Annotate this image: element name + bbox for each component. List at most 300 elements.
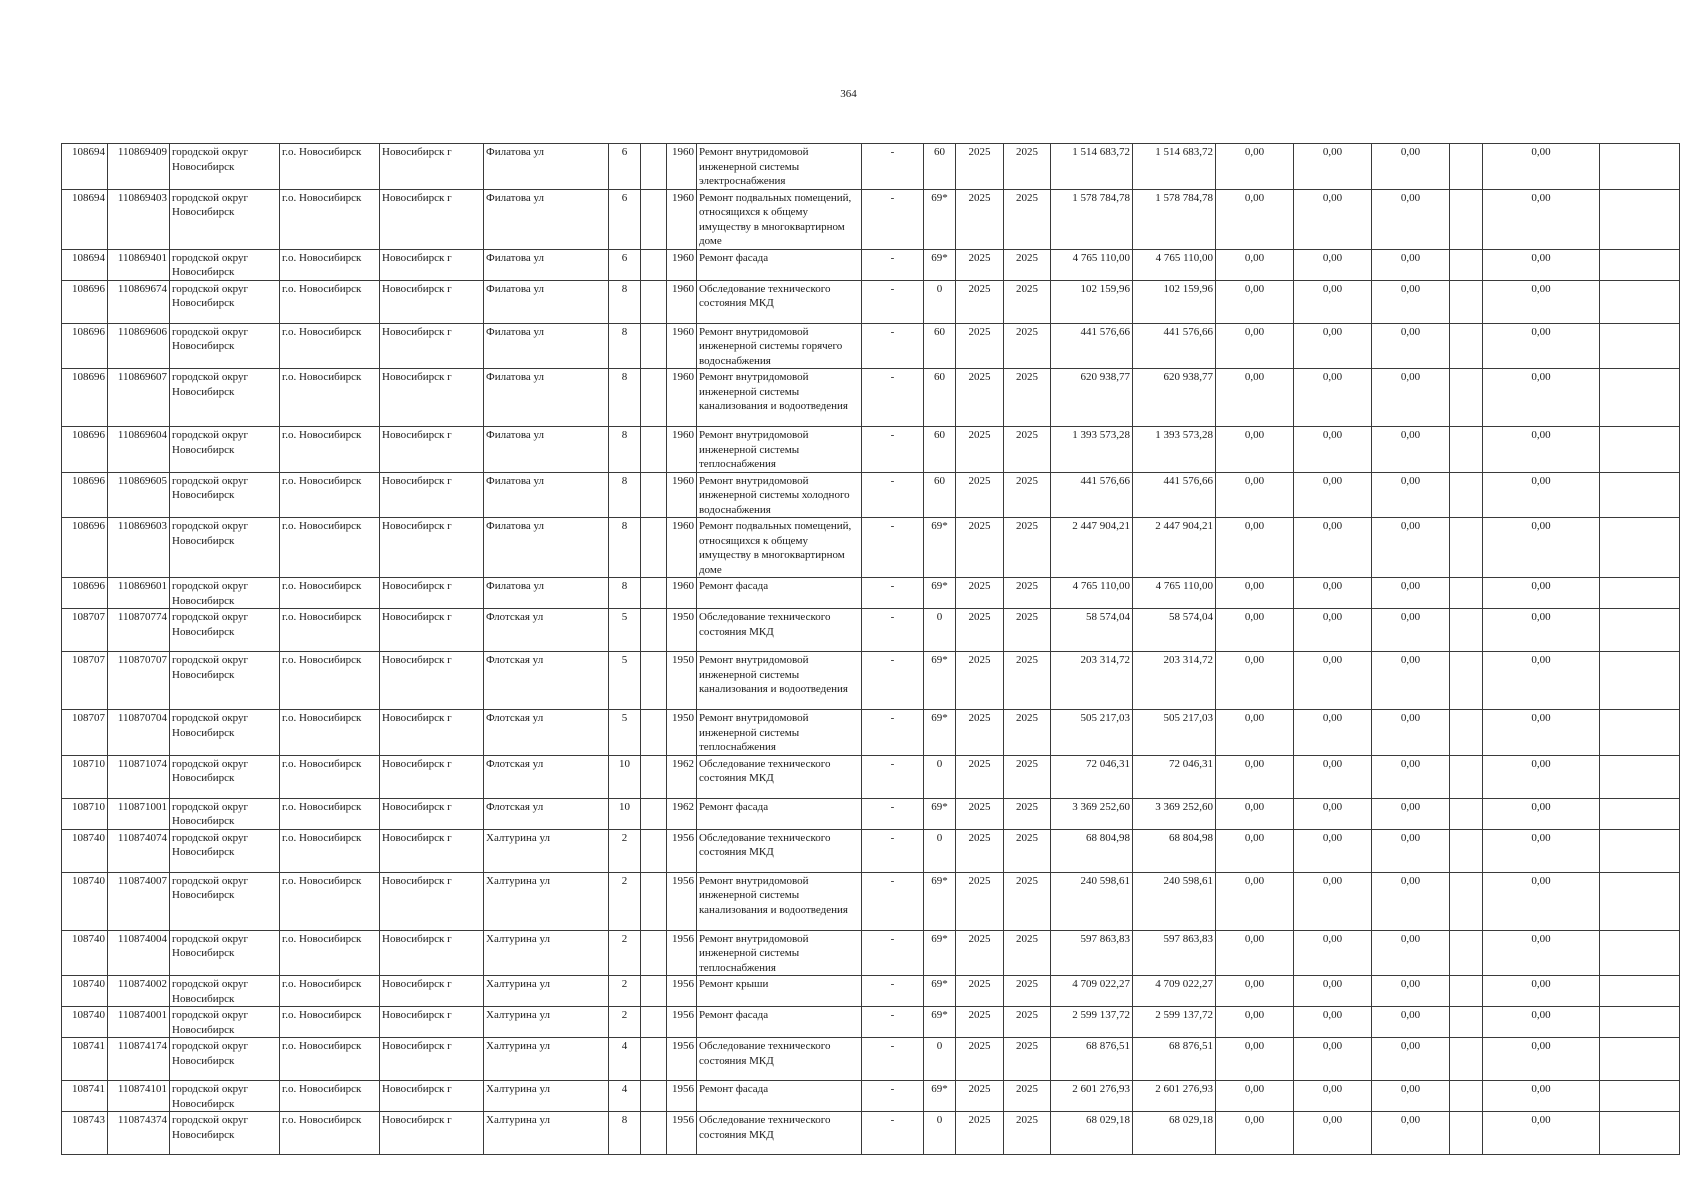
- cell-district: г.о. Новосибирск: [280, 249, 380, 280]
- cell-house-id: 108694: [62, 189, 108, 249]
- cell-amount-1: 0,00: [1216, 472, 1294, 518]
- cell-dash: -: [862, 369, 924, 427]
- cell-amount-2: 0,00: [1294, 976, 1372, 1007]
- cell-municipality: городской округ Новосибирск: [170, 755, 280, 798]
- cell-street: Халтурина ул: [484, 1112, 609, 1155]
- cell-house-id: 108741: [62, 1038, 108, 1081]
- cell-locality: Новосибирск г: [380, 518, 484, 578]
- table-row: [62, 1081, 1680, 1112]
- cell-district: г.о. Новосибирск: [280, 323, 380, 369]
- cell-work-id: 110869601: [108, 578, 170, 609]
- cell-house-number: 6: [609, 249, 641, 280]
- cell-amount-4: 0,00: [1483, 872, 1600, 930]
- cell-amount-2: 0,00: [1294, 578, 1372, 609]
- cell-building: [641, 1038, 667, 1081]
- cell-street: Филатова ул: [484, 369, 609, 427]
- cell-locality: Новосибирск г: [380, 872, 484, 930]
- cell-work-type: Ремонт фасада: [697, 1081, 862, 1112]
- cell-dash: -: [862, 652, 924, 710]
- cell-cost-total: 4 765 110,00: [1051, 249, 1133, 280]
- cell-year-start: 2025: [956, 1038, 1004, 1081]
- cell-street: Флотская ул: [484, 609, 609, 652]
- cell-amount-1: 0,00: [1216, 280, 1294, 323]
- cell-municipality: городской округ Новосибирск: [170, 1038, 280, 1081]
- cell-amount-4: 0,00: [1483, 1007, 1600, 1038]
- cell-house-number: 5: [609, 609, 641, 652]
- cell-locality: Новосибирск г: [380, 578, 484, 609]
- cell-empty: [1450, 755, 1483, 798]
- cell-last: [1600, 1038, 1680, 1081]
- cell-last: [1600, 710, 1680, 756]
- cell-cost-fund: 102 159,96: [1133, 280, 1216, 323]
- cell-house-id: 108696: [62, 427, 108, 473]
- cell-work-type: Ремонт внутридомовой инженерной системы канализования и водоотведения: [697, 652, 862, 710]
- cell-building: [641, 249, 667, 280]
- cell-locality: Новосибирск г: [380, 710, 484, 756]
- cell-cost-fund: 68 804,98: [1133, 829, 1216, 872]
- cell-district: г.о. Новосибирск: [280, 144, 380, 190]
- cell-cost-total: 68 876,51: [1051, 1038, 1133, 1081]
- cell-year-start: 2025: [956, 798, 1004, 829]
- cell-amount-3: 0,00: [1372, 1007, 1450, 1038]
- cell-dash: -: [862, 1038, 924, 1081]
- cell-code: 0: [924, 280, 956, 323]
- cell-amount-2: 0,00: [1294, 829, 1372, 872]
- cell-municipality: городской округ Новосибирск: [170, 323, 280, 369]
- cell-year-start: 2025: [956, 652, 1004, 710]
- cell-building: [641, 872, 667, 930]
- cell-district: г.о. Новосибирск: [280, 1007, 380, 1038]
- cell-year-built: 1960: [667, 249, 697, 280]
- cell-year-start: 2025: [956, 472, 1004, 518]
- cell-cost-total: 505 217,03: [1051, 710, 1133, 756]
- cell-amount-1: 0,00: [1216, 1081, 1294, 1112]
- cell-code: 0: [924, 1038, 956, 1081]
- cell-house-number: 5: [609, 710, 641, 756]
- cell-building: [641, 1112, 667, 1155]
- cell-amount-4: 0,00: [1483, 578, 1600, 609]
- cell-amount-1: 0,00: [1216, 755, 1294, 798]
- cell-cost-fund: 58 574,04: [1133, 609, 1216, 652]
- cell-work-id: 110869607: [108, 369, 170, 427]
- cell-work-id: 110869605: [108, 472, 170, 518]
- cell-code: 69*: [924, 976, 956, 1007]
- cell-cost-total: 4 709 022,27: [1051, 976, 1133, 1007]
- cell-amount-4: 0,00: [1483, 280, 1600, 323]
- cell-building: [641, 369, 667, 427]
- cell-cost-fund: 4 765 110,00: [1133, 249, 1216, 280]
- cell-code: 69*: [924, 1081, 956, 1112]
- cell-building: [641, 798, 667, 829]
- cell-cost-total: 68 029,18: [1051, 1112, 1133, 1155]
- cell-year-built: 1960: [667, 427, 697, 473]
- cell-amount-3: 0,00: [1372, 472, 1450, 518]
- cell-year-built: 1960: [667, 518, 697, 578]
- cell-work-id: 110874002: [108, 976, 170, 1007]
- capital-repair-table: [61, 143, 1680, 1155]
- cell-year-end: 2025: [1004, 755, 1051, 798]
- cell-work-id: 110874374: [108, 1112, 170, 1155]
- cell-amount-3: 0,00: [1372, 652, 1450, 710]
- cell-amount-2: 0,00: [1294, 189, 1372, 249]
- cell-work-id: 110874001: [108, 1007, 170, 1038]
- cell-building: [641, 976, 667, 1007]
- cell-house-number: 2: [609, 872, 641, 930]
- cell-cost-fund: 1 393 573,28: [1133, 427, 1216, 473]
- cell-dash: -: [862, 280, 924, 323]
- cell-empty: [1450, 710, 1483, 756]
- table-row: [62, 578, 1680, 609]
- cell-district: г.о. Новосибирск: [280, 872, 380, 930]
- cell-house-number: 2: [609, 976, 641, 1007]
- cell-code: 0: [924, 1112, 956, 1155]
- cell-cost-total: 203 314,72: [1051, 652, 1133, 710]
- cell-work-type: Ремонт внутридомовой инженерной системы холодного водоснабжения: [697, 472, 862, 518]
- cell-municipality: городской округ Новосибирск: [170, 1007, 280, 1038]
- cell-last: [1600, 798, 1680, 829]
- cell-amount-3: 0,00: [1372, 976, 1450, 1007]
- cell-cost-total: 1 514 683,72: [1051, 144, 1133, 190]
- cell-district: г.о. Новосибирск: [280, 280, 380, 323]
- cell-cost-total: 2 601 276,93: [1051, 1081, 1133, 1112]
- cell-locality: Новосибирск г: [380, 1081, 484, 1112]
- cell-amount-1: 0,00: [1216, 189, 1294, 249]
- cell-last: [1600, 578, 1680, 609]
- cell-cost-fund: 2 447 904,21: [1133, 518, 1216, 578]
- cell-last: [1600, 369, 1680, 427]
- cell-year-start: 2025: [956, 755, 1004, 798]
- cell-amount-4: 0,00: [1483, 652, 1600, 710]
- cell-last: [1600, 280, 1680, 323]
- cell-amount-4: 0,00: [1483, 930, 1600, 976]
- cell-building: [641, 518, 667, 578]
- cell-year-built: 1950: [667, 652, 697, 710]
- cell-municipality: городской округ Новосибирск: [170, 652, 280, 710]
- cell-amount-3: 0,00: [1372, 609, 1450, 652]
- table-row: [62, 249, 1680, 280]
- cell-empty: [1450, 427, 1483, 473]
- table-row: [62, 1038, 1680, 1081]
- cell-cost-total: 58 574,04: [1051, 609, 1133, 652]
- cell-empty: [1450, 1007, 1483, 1038]
- cell-year-end: 2025: [1004, 1007, 1051, 1038]
- table-row: [62, 710, 1680, 756]
- cell-amount-1: 0,00: [1216, 1112, 1294, 1155]
- table-row: [62, 755, 1680, 798]
- cell-building: [641, 652, 667, 710]
- cell-cost-fund: 203 314,72: [1133, 652, 1216, 710]
- table-row: [62, 280, 1680, 323]
- cell-locality: Новосибирск г: [380, 144, 484, 190]
- cell-amount-4: 0,00: [1483, 1038, 1600, 1081]
- cell-empty: [1450, 872, 1483, 930]
- table-row: [62, 144, 1680, 190]
- cell-work-type: Ремонт фасада: [697, 249, 862, 280]
- cell-last: [1600, 1112, 1680, 1155]
- cell-district: г.о. Новосибирск: [280, 652, 380, 710]
- cell-district: г.о. Новосибирск: [280, 609, 380, 652]
- cell-amount-3: 0,00: [1372, 872, 1450, 930]
- cell-locality: Новосибирск г: [380, 1038, 484, 1081]
- cell-amount-2: 0,00: [1294, 872, 1372, 930]
- cell-dash: -: [862, 976, 924, 1007]
- cell-work-id: 110874004: [108, 930, 170, 976]
- cell-amount-3: 0,00: [1372, 578, 1450, 609]
- cell-year-built: 1956: [667, 976, 697, 1007]
- cell-house-number: 10: [609, 755, 641, 798]
- cell-district: г.о. Новосибирск: [280, 472, 380, 518]
- cell-work-type: Ремонт внутридомовой инженерной системы канализования и водоотведения: [697, 872, 862, 930]
- cell-year-end: 2025: [1004, 280, 1051, 323]
- cell-locality: Новосибирск г: [380, 829, 484, 872]
- cell-dash: -: [862, 144, 924, 190]
- cell-house-number: 6: [609, 189, 641, 249]
- cell-municipality: городской округ Новосибирск: [170, 518, 280, 578]
- cell-code: 69*: [924, 518, 956, 578]
- cell-district: г.о. Новосибирск: [280, 755, 380, 798]
- cell-house-number: 2: [609, 829, 641, 872]
- cell-locality: Новосибирск г: [380, 249, 484, 280]
- cell-house-number: 8: [609, 369, 641, 427]
- cell-street: Филатова ул: [484, 427, 609, 473]
- cell-house-id: 108740: [62, 1007, 108, 1038]
- cell-dash: -: [862, 518, 924, 578]
- cell-municipality: городской округ Новосибирск: [170, 369, 280, 427]
- table-row: [62, 930, 1680, 976]
- cell-year-end: 2025: [1004, 1112, 1051, 1155]
- cell-amount-2: 0,00: [1294, 1112, 1372, 1155]
- cell-year-end: 2025: [1004, 710, 1051, 756]
- cell-district: г.о. Новосибирск: [280, 829, 380, 872]
- cell-cost-total: 2 447 904,21: [1051, 518, 1133, 578]
- table-row: [62, 1007, 1680, 1038]
- cell-year-built: 1962: [667, 755, 697, 798]
- cell-year-start: 2025: [956, 710, 1004, 756]
- cell-house-id: 108694: [62, 249, 108, 280]
- cell-empty: [1450, 144, 1483, 190]
- cell-year-end: 2025: [1004, 518, 1051, 578]
- cell-last: [1600, 472, 1680, 518]
- cell-locality: Новосибирск г: [380, 323, 484, 369]
- cell-amount-3: 0,00: [1372, 710, 1450, 756]
- cell-building: [641, 189, 667, 249]
- cell-building: [641, 609, 667, 652]
- cell-work-type: Ремонт крыши: [697, 976, 862, 1007]
- cell-building: [641, 472, 667, 518]
- cell-amount-2: 0,00: [1294, 755, 1372, 798]
- cell-municipality: городской округ Новосибирск: [170, 144, 280, 190]
- cell-cost-fund: 2 601 276,93: [1133, 1081, 1216, 1112]
- cell-dash: -: [862, 755, 924, 798]
- cell-year-end: 2025: [1004, 609, 1051, 652]
- cell-street: Филатова ул: [484, 189, 609, 249]
- cell-house-id: 108740: [62, 930, 108, 976]
- cell-work-type: Ремонт внутридомовой инженерной системы горячего водоснабжения: [697, 323, 862, 369]
- table-row: [62, 652, 1680, 710]
- cell-year-built: 1960: [667, 280, 697, 323]
- cell-amount-3: 0,00: [1372, 144, 1450, 190]
- cell-year-start: 2025: [956, 872, 1004, 930]
- cell-house-number: 5: [609, 652, 641, 710]
- cell-street: Филатова ул: [484, 280, 609, 323]
- cell-house-id: 108743: [62, 1112, 108, 1155]
- table-row: [62, 609, 1680, 652]
- cell-district: г.о. Новосибирск: [280, 518, 380, 578]
- table-row: [62, 1112, 1680, 1155]
- cell-amount-1: 0,00: [1216, 710, 1294, 756]
- cell-district: г.о. Новосибирск: [280, 1112, 380, 1155]
- cell-empty: [1450, 189, 1483, 249]
- cell-year-end: 2025: [1004, 369, 1051, 427]
- cell-dash: -: [862, 578, 924, 609]
- cell-locality: Новосибирск г: [380, 1007, 484, 1038]
- cell-year-built: 1960: [667, 189, 697, 249]
- cell-amount-2: 0,00: [1294, 1081, 1372, 1112]
- cell-amount-4: 0,00: [1483, 369, 1600, 427]
- cell-building: [641, 323, 667, 369]
- cell-year-start: 2025: [956, 189, 1004, 249]
- cell-house-number: 2: [609, 1007, 641, 1038]
- cell-amount-1: 0,00: [1216, 798, 1294, 829]
- cell-code: 0: [924, 609, 956, 652]
- cell-last: [1600, 323, 1680, 369]
- cell-year-end: 2025: [1004, 144, 1051, 190]
- cell-street: Флотская ул: [484, 755, 609, 798]
- cell-street: Халтурина ул: [484, 976, 609, 1007]
- cell-locality: Новосибирск г: [380, 609, 484, 652]
- cell-amount-3: 0,00: [1372, 323, 1450, 369]
- cell-amount-1: 0,00: [1216, 249, 1294, 280]
- cell-street: Филатова ул: [484, 249, 609, 280]
- table-row: [62, 369, 1680, 427]
- cell-building: [641, 930, 667, 976]
- page-number: 364: [840, 88, 857, 100]
- cell-dash: -: [862, 609, 924, 652]
- cell-street: Халтурина ул: [484, 829, 609, 872]
- cell-code: 69*: [924, 872, 956, 930]
- cell-cost-total: 2 599 137,72: [1051, 1007, 1133, 1038]
- cell-house-id: 108694: [62, 144, 108, 190]
- cell-dash: -: [862, 189, 924, 249]
- cell-year-end: 2025: [1004, 189, 1051, 249]
- cell-amount-1: 0,00: [1216, 976, 1294, 1007]
- cell-locality: Новосибирск г: [380, 930, 484, 976]
- cell-work-type: Обследование технического состояния МКД: [697, 1112, 862, 1155]
- cell-last: [1600, 829, 1680, 872]
- cell-empty: [1450, 323, 1483, 369]
- cell-amount-4: 0,00: [1483, 249, 1600, 280]
- cell-dash: -: [862, 1081, 924, 1112]
- cell-building: [641, 427, 667, 473]
- cell-house-id: 108707: [62, 710, 108, 756]
- cell-year-start: 2025: [956, 249, 1004, 280]
- cell-last: [1600, 609, 1680, 652]
- cell-work-id: 110870704: [108, 710, 170, 756]
- cell-year-end: 2025: [1004, 872, 1051, 930]
- cell-amount-1: 0,00: [1216, 144, 1294, 190]
- cell-year-end: 2025: [1004, 249, 1051, 280]
- cell-amount-2: 0,00: [1294, 323, 1372, 369]
- cell-street: Филатова ул: [484, 518, 609, 578]
- cell-year-end: 2025: [1004, 976, 1051, 1007]
- cell-last: [1600, 427, 1680, 473]
- cell-house-id: 108707: [62, 652, 108, 710]
- cell-house-number: 8: [609, 472, 641, 518]
- cell-cost-total: 1 393 573,28: [1051, 427, 1133, 473]
- cell-year-built: 1956: [667, 1081, 697, 1112]
- cell-work-type: Обследование технического состояния МКД: [697, 755, 862, 798]
- cell-empty: [1450, 1038, 1483, 1081]
- cell-house-number: 8: [609, 280, 641, 323]
- cell-district: г.о. Новосибирск: [280, 578, 380, 609]
- cell-house-number: 8: [609, 518, 641, 578]
- cell-house-id: 108696: [62, 578, 108, 609]
- cell-year-built: 1950: [667, 710, 697, 756]
- cell-house-id: 108740: [62, 976, 108, 1007]
- cell-year-built: 1960: [667, 578, 697, 609]
- cell-code: 69*: [924, 189, 956, 249]
- cell-amount-3: 0,00: [1372, 1112, 1450, 1155]
- cell-house-id: 108696: [62, 323, 108, 369]
- cell-house-number: 8: [609, 578, 641, 609]
- cell-amount-4: 0,00: [1483, 609, 1600, 652]
- cell-cost-total: 4 765 110,00: [1051, 578, 1133, 609]
- cell-municipality: городской округ Новосибирск: [170, 798, 280, 829]
- cell-dash: -: [862, 930, 924, 976]
- cell-amount-2: 0,00: [1294, 798, 1372, 829]
- cell-dash: -: [862, 1112, 924, 1155]
- cell-work-type: Ремонт внутридомовой инженерной системы теплоснабжения: [697, 930, 862, 976]
- cell-municipality: городской округ Новосибирск: [170, 609, 280, 652]
- cell-district: г.о. Новосибирск: [280, 427, 380, 473]
- cell-building: [641, 280, 667, 323]
- cell-cost-total: 68 804,98: [1051, 829, 1133, 872]
- cell-work-type: Ремонт внутридомовой инженерной системы теплоснабжения: [697, 710, 862, 756]
- cell-empty: [1450, 518, 1483, 578]
- cell-locality: Новосибирск г: [380, 1112, 484, 1155]
- cell-work-type: Ремонт внутридомовой инженерной системы канализования и водоотведения: [697, 369, 862, 427]
- cell-code: 60: [924, 472, 956, 518]
- table-row: [62, 829, 1680, 872]
- cell-district: г.о. Новосибирск: [280, 930, 380, 976]
- cell-year-built: 1956: [667, 872, 697, 930]
- cell-municipality: городской округ Новосибирск: [170, 930, 280, 976]
- cell-year-built: 1960: [667, 144, 697, 190]
- cell-empty: [1450, 930, 1483, 976]
- cell-municipality: городской округ Новосибирск: [170, 710, 280, 756]
- cell-amount-4: 0,00: [1483, 976, 1600, 1007]
- table-row: [62, 976, 1680, 1007]
- cell-year-start: 2025: [956, 930, 1004, 976]
- cell-cost-total: 597 863,83: [1051, 930, 1133, 976]
- cell-amount-2: 0,00: [1294, 1038, 1372, 1081]
- cell-year-start: 2025: [956, 578, 1004, 609]
- cell-amount-1: 0,00: [1216, 930, 1294, 976]
- cell-code: 69*: [924, 652, 956, 710]
- cell-amount-1: 0,00: [1216, 369, 1294, 427]
- cell-last: [1600, 930, 1680, 976]
- cell-locality: Новосибирск г: [380, 798, 484, 829]
- cell-amount-3: 0,00: [1372, 829, 1450, 872]
- cell-work-type: Ремонт внутридомовой инженерной системы электроснабжения: [697, 144, 862, 190]
- cell-year-end: 2025: [1004, 427, 1051, 473]
- cell-house-id: 108741: [62, 1081, 108, 1112]
- cell-cost-fund: 4 765 110,00: [1133, 578, 1216, 609]
- cell-house-number: 8: [609, 427, 641, 473]
- cell-year-built: 1960: [667, 369, 697, 427]
- cell-street: Халтурина ул: [484, 1038, 609, 1081]
- cell-cost-fund: 68 876,51: [1133, 1038, 1216, 1081]
